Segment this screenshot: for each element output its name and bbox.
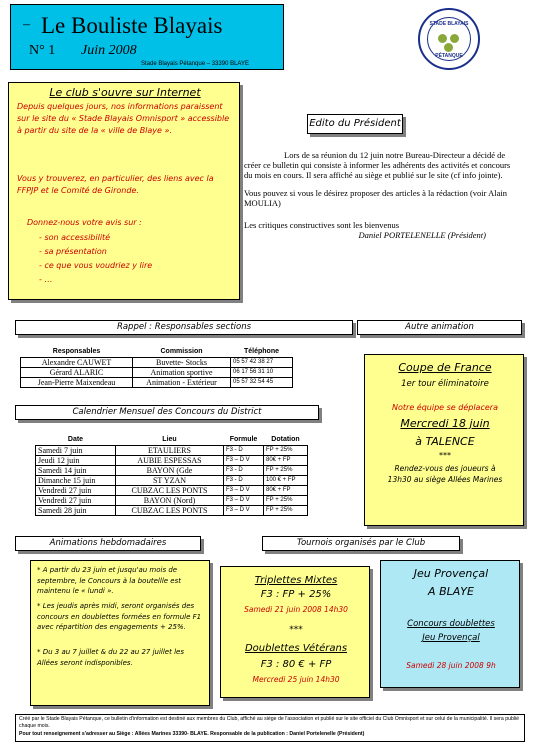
table-header-row bbox=[21, 347, 293, 357]
animations-label: Animations hebdomadaires bbox=[15, 536, 201, 551]
tournois-label: Tournois organisés par le Club bbox=[262, 536, 460, 551]
list-item-text: ce que vous voudriez y lire bbox=[44, 261, 153, 270]
internet-paragraph-1: Depuis quelques jours, nos informations paraissent sur le site du « Stade Blayais Omnisport » accessible à partir du site de la « ville de Blaye ». bbox=[17, 102, 230, 135]
header-dash: – bbox=[23, 17, 30, 32]
table-cell: CUBZAC LES PONTS bbox=[116, 485, 224, 495]
coupe-rdv: Rendez-vous des joueurs à 13h30 au siège Allées Marines bbox=[387, 464, 503, 484]
table-cell: BAYON (Nord) bbox=[116, 495, 224, 505]
edito-paragraph-3: Les critiques constructives sont les bienvenus bbox=[244, 220, 400, 230]
coupe-team: Notre équipe se déplacera bbox=[392, 403, 498, 412]
list-item: - ce que vous voudriez y lire bbox=[39, 261, 153, 270]
doublettes-title: Doublettes Vétérans bbox=[244, 643, 348, 654]
table-cell: AUBIE ESPESSAS bbox=[116, 455, 224, 465]
club-address: Stade Blayais Pétanque – 33390 BLAYE bbox=[141, 61, 249, 67]
table-row bbox=[21, 357, 293, 367]
logo-bottom-text: PÉTANQUE bbox=[435, 53, 463, 59]
calendrier-table bbox=[35, 435, 308, 516]
edito-paragraph-2: Vous pouvez si vous le désirez proposer des articles à la rédaction (voir Alain MOULIA) bbox=[244, 188, 508, 208]
internet-paragraph-2: Vous y trouverez, en particulier, des liens avec la FFPJP et le Comité de Gironde. bbox=[17, 174, 214, 195]
list-item-text: … bbox=[44, 275, 53, 284]
table-row bbox=[36, 485, 308, 495]
column-header: Lieu bbox=[162, 436, 177, 444]
animation-paragraph-1: * A partir du 23 juin et jusqu'au mois de septembre, le Concours à la boutellle est maintenu le « lundi ». bbox=[37, 566, 181, 595]
table-cell: Jeudi 12 juin bbox=[36, 455, 116, 465]
calendrier-label: Calendrier Mensuel des Concours du District bbox=[15, 405, 319, 420]
column-header: Téléphone bbox=[243, 348, 279, 356]
jeu-subtitle-2: Jeu Provençal bbox=[422, 633, 480, 643]
table-row bbox=[21, 367, 293, 377]
edito-text bbox=[244, 150, 514, 240]
column-header: Formule bbox=[229, 436, 258, 444]
table-row bbox=[36, 475, 308, 485]
jeu-provencal-box bbox=[380, 560, 520, 688]
animation-paragraph-2: * Les jeudis après midi, seront organisés des concours en doublettes formées en formule F1 avec répartition des engagements + 25%. bbox=[37, 602, 202, 631]
doublettes-formula: F3 : 80 € + FP bbox=[260, 659, 332, 670]
jeu-subtitle-1: Concours doublettes bbox=[407, 619, 495, 629]
table-cell: 05 57 32 54 45 bbox=[231, 377, 293, 387]
list-item-text: sa présentation bbox=[44, 247, 107, 256]
list-item: - son accessibilité bbox=[39, 233, 111, 242]
table-cell: 05 57 42 38 27 bbox=[231, 357, 293, 367]
newsletter-title: Le Bouliste Blayais bbox=[41, 13, 223, 38]
footer-line-2: Pour tout renseignement s'adresser au Siège : Allées Marines 33390- BLAYE. Responsable de la publication : Daniel Portelenelle (Président) bbox=[19, 731, 365, 737]
internet-title: Le club s'ouvre sur Internet bbox=[49, 86, 201, 99]
table-cell: Gérard ALARIC bbox=[21, 367, 133, 377]
table-cell: FP + 25% bbox=[264, 445, 308, 455]
table-row bbox=[36, 455, 308, 465]
coupe-place: à TALENCE bbox=[415, 435, 475, 448]
footer-line-1: Créé par le Stade Blayais Pétanque, ce bulletin d'information est destiné aux membres du Club, affiché au siège de l'association et publié sur le site officiel du Club Omnisport et sur celui de la municipalité. Il sera publié chaque mois. bbox=[19, 716, 520, 729]
column-header: Responsables bbox=[52, 348, 101, 356]
list-item-text: son accessibilité bbox=[44, 233, 111, 242]
tournois-box bbox=[220, 566, 370, 698]
table-cell: F3 – D V bbox=[224, 455, 264, 465]
table-cell: Vendredi 27 juin bbox=[36, 495, 116, 505]
table-cell: Samedi 14 juin bbox=[36, 465, 116, 475]
triplettes-title: Triplettes Mixtes bbox=[254, 575, 338, 586]
coupe-date: Mercredi 18 juin bbox=[400, 417, 490, 430]
responsables-table bbox=[20, 347, 293, 388]
tournois-stars: *** bbox=[289, 625, 303, 635]
table-cell: Alexandre CAUWET bbox=[21, 357, 133, 367]
table-cell: F3 - D bbox=[224, 445, 264, 455]
coupe-stars: *** bbox=[439, 451, 451, 460]
rappel-label: Rappel : Responsables sections bbox=[15, 320, 353, 335]
jeu-place: A BLAYE bbox=[428, 585, 474, 598]
issue-number: N° 1 bbox=[29, 43, 56, 58]
column-header: Commission bbox=[160, 348, 203, 356]
table-cell: F3 - D bbox=[224, 465, 264, 475]
table-row bbox=[36, 465, 308, 475]
table-cell: F3 – D V bbox=[224, 505, 264, 515]
table-row bbox=[36, 495, 308, 505]
club-logo bbox=[418, 8, 480, 70]
logo-top-text: STADE BLAYAIS bbox=[429, 21, 469, 27]
table-cell: F3 - D bbox=[224, 475, 264, 485]
table-cell: Animation - Extérieur bbox=[133, 377, 231, 387]
table-cell: 06 17 56 31 10 bbox=[231, 367, 293, 377]
doublettes-date: Mercredi 25 juin 14h30 bbox=[252, 675, 340, 684]
coupe-round: 1er tour éliminatoire bbox=[401, 379, 489, 389]
table-cell: Samedi 7 juin bbox=[36, 445, 116, 455]
coupe-title: Coupe de France bbox=[398, 361, 492, 374]
table-cell: FP + 25% bbox=[264, 505, 308, 515]
header-banner bbox=[10, 4, 284, 70]
column-header: Dotation bbox=[271, 436, 300, 444]
jeu-date: Samedi 28 juin 2008 9h bbox=[406, 661, 496, 670]
table-cell: F3 – D V bbox=[224, 495, 264, 505]
edito-label: Edito du Président bbox=[307, 114, 403, 134]
internet-box bbox=[8, 82, 240, 300]
boule-icon bbox=[444, 43, 453, 52]
autre-animation-label: Autre animation bbox=[357, 320, 522, 335]
table-row bbox=[36, 505, 308, 515]
triplettes-date: Samedi 21 juin 2008 14h30 bbox=[244, 605, 348, 614]
list-item: - sa présentation bbox=[39, 247, 107, 256]
issue-date: Juin 2008 bbox=[81, 43, 137, 58]
edito-paragraph-1: Lors de sa réunion du 12 juin notre Bureau-Directeur a décidé de créer ce bulletin qui consiste à informer les adhérents des activités et concours du mois en cours. Il sera affiché au siège et publié sur le site (cf info jointe). bbox=[244, 150, 511, 180]
table-cell: ETAULIERS bbox=[116, 445, 224, 455]
table-cell: Animation sportive bbox=[133, 367, 231, 377]
coupe-de-france-box bbox=[364, 354, 524, 526]
table-cell: F3 – D V bbox=[224, 485, 264, 495]
table-row bbox=[21, 377, 293, 387]
table-cell: ST YZAN bbox=[116, 475, 224, 485]
table-cell: BAYON (Gde bbox=[116, 465, 224, 475]
edito-signature: Daniel PORTELENELLE (Président) bbox=[358, 230, 486, 240]
column-header: Date bbox=[67, 436, 84, 444]
jeu-title: Jeu Provençal bbox=[413, 567, 489, 580]
boule-icon bbox=[438, 34, 447, 43]
animations-box bbox=[30, 560, 210, 706]
table-cell: 100 € + FP bbox=[264, 475, 308, 485]
table-cell: 80€ + FP bbox=[264, 485, 308, 495]
list-item: - … bbox=[39, 275, 53, 284]
table-cell: Vendredi 27 juin bbox=[36, 485, 116, 495]
internet-paragraph-3: Donnez-nous votre avis sur : bbox=[27, 218, 142, 227]
table-cell: Jean-Pierre Maixendeau bbox=[21, 377, 133, 387]
table-header-row bbox=[36, 435, 308, 445]
table-cell: Buvette- Stocks bbox=[133, 357, 231, 367]
table-cell: FP + 25% bbox=[264, 465, 308, 475]
boule-icon bbox=[450, 34, 459, 43]
table-cell: 80€ + FP bbox=[264, 455, 308, 465]
table-cell: Samedi 28 juin bbox=[36, 505, 116, 515]
footer bbox=[15, 714, 525, 742]
table-row bbox=[36, 445, 308, 455]
triplettes-formula: F3 : FP + 25% bbox=[260, 589, 332, 600]
animation-paragraph-3: * Du 3 au 7 juillet & du 22 au 27 juillet les Allées seront indisponibles. bbox=[37, 648, 184, 667]
table-cell: CUBZAC LES PONTS bbox=[116, 505, 224, 515]
table-cell: FP + 25% bbox=[264, 495, 308, 505]
table-cell: Dimanche 15 juin bbox=[36, 475, 116, 485]
